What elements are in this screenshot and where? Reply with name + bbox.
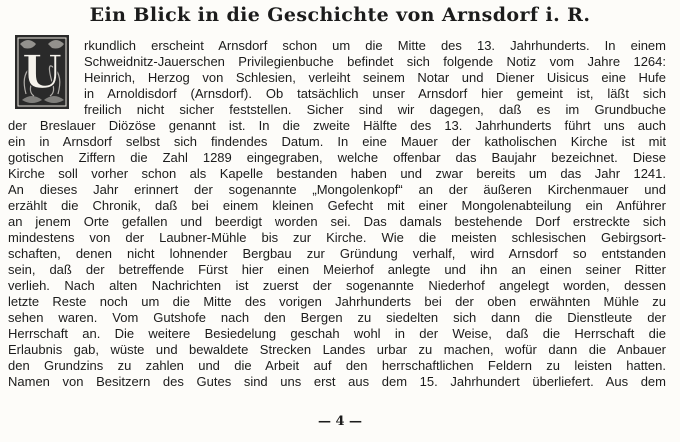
text-line: erzählt die Chronik, daß bei einem kleinen Gefecht mit einer Mongolenabteilung ein Anführer bbox=[8, 198, 666, 213]
text-line: schaften, denen nicht lohnender Bergbau zur Gründung verhalf, wird Arnsdorf so entstanden bbox=[8, 246, 666, 261]
text-line: An dieses Jahr erinnert der sogenannte „Mongolenkopf“ an der äußeren Kirchenmauer und bbox=[8, 182, 666, 197]
page-number: — 4 — bbox=[317, 414, 363, 429]
dropcap-letter: U bbox=[21, 45, 63, 99]
text-line: sein, daß der betreffende Fürst hier einen Meierhof anlegte und ihn an einen seiner Ritter bbox=[8, 262, 666, 277]
text-line: Schweidnitz-Jauerschen Privilegienbuche befindet sich folgende Notiz vom Jahre 1264: bbox=[84, 54, 666, 69]
text-line: Herrschaft an. Die weitere Besiedelung geschah wohl in der Weise, daß die Herrschaft die bbox=[8, 326, 666, 341]
text-line: gotischen Ziffern die Zahl 1289 eingegraben, welche offenbar das Baujahr bezeichnet. Diese bbox=[8, 150, 666, 165]
text-line: Kirche soll vorher schon als Kapelle bestanden haben und zwar bereits um das Jahr 1241. bbox=[8, 166, 666, 181]
text-line: der Breslauer Diözöse genannt ist. In die zweite Hälfte des 13. Jahrhunderts führt uns auch bbox=[8, 118, 666, 133]
text-line: mindestens von der Laubner-Mühle bis zur Kirche. Wie die meisten schlesischen Gebirgsort- bbox=[8, 230, 666, 245]
text-line: rkundlich erscheint Arnsdorf schon um die Mitte des 13. Jahrhunderts. In einem bbox=[84, 38, 666, 53]
text-line: letzte Reste noch um die Mitte des vorigen Jahrhunderts bei der oben erwähnten Mühle zu bbox=[8, 294, 666, 309]
text-line: Heinrich, Herzog von Schlesien, verleiht seinem Notar und Diener Uisicus eine Hufe bbox=[84, 70, 666, 85]
text-line: ein in Arnsdorf selbst sich findendes Datum. In eine Mauer der katholischen Kirche ist mit bbox=[8, 134, 666, 149]
text-line: den Grundzins zu zahlen und die Arbeit auf den herrschaftlichen Feldern zu leisten hatten. bbox=[8, 358, 666, 373]
text-line: Namen von Besitzern des Gutes sind uns erst aus dem 15. Jahrhundert überliefert. Aus dem bbox=[8, 374, 666, 389]
text-line: an jenem Orte gefallen und beerdigt worden sei. Das damals bestehende Dorf erstreckte sich bbox=[8, 214, 666, 229]
text-line: Erlaubnis gab, wüste und bewaldete Strecken Landes urbar zu machen, wofür dann die Anbauer bbox=[8, 342, 666, 357]
text-line: freilich nicht sicher feststellen. Sicher sind wir dagegen, daß es im Grundbuche bbox=[84, 102, 666, 117]
text-line: sehen waren. Vom Gutshofe nach den Bergen zu siedelten sich dann die Dienstleute der bbox=[8, 310, 666, 325]
text-line: verlieh. Nach alten Nachrichten ist zuerst der sogenannte Niederhof angelegt worden, dessen bbox=[8, 278, 666, 293]
text-line: in Arnoldisdorf (Arnsdorf). Ob tatsächlich unser Arnsdorf hier gemeint ist, läßt sich bbox=[84, 86, 666, 101]
page-title: Ein Blick in die Geschichte von Arnsdorf i. R. bbox=[89, 4, 591, 26]
dropcap-illustration bbox=[14, 34, 70, 110]
